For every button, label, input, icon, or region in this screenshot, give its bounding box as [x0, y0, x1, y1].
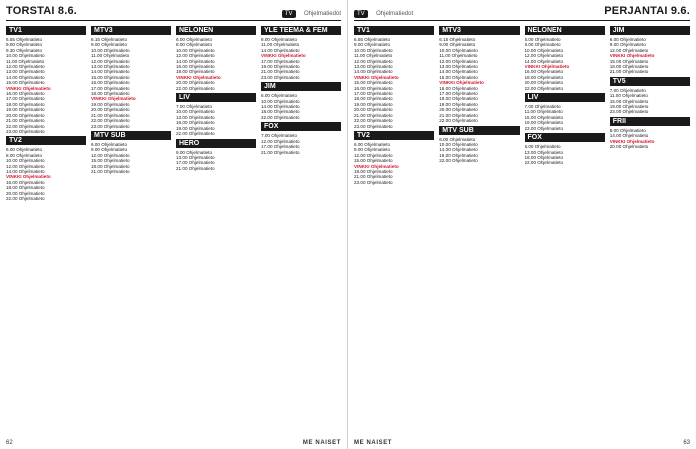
program-highlight: VINKKI Ohjelmatieto — [261, 53, 306, 59]
channel-header: TV2 — [354, 131, 434, 140]
program-listing: 16.00 Ohjelmatieto — [91, 80, 130, 86]
program-listing: 18.00 Ohjelmatieto — [6, 185, 45, 191]
program-listing: 6.00 Ohjelmatieto — [91, 141, 128, 147]
program-listing: 17.00 Ohjelmatieto — [6, 96, 45, 102]
program-listing: 22.00 Ohjelmatieto — [6, 195, 45, 201]
program-listing: 8.00 Ohjelmatieto — [176, 42, 213, 48]
program-listing: 19.00 Ohjelmatieto — [261, 64, 300, 70]
program-listing: 20.00 Ohjelmatieto — [524, 80, 564, 86]
right-page-footer — [354, 440, 690, 446]
program-listing: 8.00 Ohjelmatieto — [524, 144, 561, 150]
program-listing: 19.00 Ohjelmatieto — [439, 101, 478, 107]
program-listing: 19.00 Ohjelmatieto — [524, 120, 564, 126]
program-listing: 6.00 Ohjelmatieto — [354, 141, 391, 147]
program-listing: 23.00 Ohjelmatieto — [524, 125, 564, 131]
program-listing: 8.00 Ohjelmatieto — [524, 42, 561, 48]
program-listing: 19.00 Ohjelmatieto — [609, 104, 649, 110]
channel-header: FOX — [261, 122, 341, 131]
program-listing: 10.00 Ohjelmatieto — [6, 53, 45, 59]
listing-column — [261, 24, 341, 424]
program-listing: 17.00 Ohjelmatieto — [91, 85, 130, 91]
program-listing: 6.00 Ohjelmatieto — [176, 37, 213, 42]
left-magazine-brand: ME NAISET — [302, 440, 341, 446]
program-highlight: VINKKI Ohjelmatieto — [354, 163, 399, 169]
program-listing: 7.00 Ohjelmatieto — [609, 87, 646, 93]
left-page-title: TORSTAI 8.6. — [6, 5, 78, 17]
program-listing: 19.00 Ohjelmatieto — [6, 107, 45, 113]
program-listing: 20.00 Ohjelmatieto — [91, 107, 130, 113]
program-listing: 6.00 Ohjelmatieto — [439, 136, 476, 142]
program-listing: 6.00 Ohjelmatieto — [261, 93, 298, 99]
program-highlight: VINKKI Ohjelmatieto — [6, 174, 51, 180]
program-listing: 14.00 Ohjelmatieto — [91, 69, 130, 75]
right-page-subtitle: Ohjelmatiedot — [376, 11, 414, 17]
program-listing: 20.00 Ohjelmatieto — [6, 190, 45, 196]
program-listing: 18.00 Ohjelmatieto — [354, 168, 393, 174]
program-listing: 22.00 Ohjelmatieto — [439, 158, 478, 164]
program-listing: 23.00 Ohjelmatieto — [354, 123, 393, 129]
program-listing: 18.00 Ohjelmatieto — [176, 69, 215, 75]
program-listing: 12.00 Ohjelmatieto — [261, 138, 300, 144]
program-listing: 19.00 Ohjelmatieto — [176, 125, 215, 131]
program-listing: 6.00 Ohjelmatieto — [609, 37, 646, 42]
program-listing: 23.00 Ohjelmatieto — [609, 109, 649, 115]
program-listing: 20.00 Ohjelmatieto — [176, 80, 215, 86]
program-listing: 15.00 Ohjelmatieto — [6, 80, 45, 86]
program-listing: 13.00 Ohjelmatieto — [439, 64, 478, 70]
channel-header: NELONEN — [525, 26, 605, 35]
program-listing: 23.00 Ohjelmatieto — [354, 179, 393, 185]
channel-header: TV1 — [354, 26, 434, 35]
program-listing: 17.00 Ohjelmatieto — [354, 91, 393, 97]
program-listing: 13.00 Ohjelmatieto — [6, 69, 45, 75]
listing-column — [176, 24, 256, 424]
program-listing: 12.00 Ohjelmatieto — [609, 47, 649, 53]
program-listing: 12.00 Ohjelmatieto — [91, 58, 130, 64]
program-listing: 6.15 Ohjelmatieto — [91, 37, 128, 42]
channel-header: JIM — [261, 82, 341, 91]
program-listing: 10.00 Ohjelmatieto — [6, 158, 45, 164]
program-listing: 22.00 Ohjelmatieto — [176, 131, 215, 137]
program-listing: 18.00 Ohjelmatieto — [6, 101, 45, 107]
program-listing: 14.00 Ohjelmatieto — [6, 74, 45, 80]
program-listing: 15.00 Ohjelmatieto — [524, 114, 564, 120]
program-listing: 21.00 Ohjelmatieto — [354, 112, 393, 118]
program-listing: 21.00 Ohjelmatieto — [91, 112, 130, 118]
program-listing: 10.00 Ohjelmatieto — [176, 109, 215, 115]
program-listing: 12.00 Ohjelmatieto — [6, 163, 45, 169]
channel-header: MTV3 — [91, 26, 171, 35]
program-listing: 15.00 Ohjelmatieto — [354, 158, 393, 164]
channel-header: FOX — [525, 133, 605, 142]
program-listing: 7.00 Ohjelmatieto — [261, 133, 298, 139]
program-listing: 14.00 Ohjelmatieto — [261, 47, 300, 53]
program-listing: 18.00 Ohjelmatieto — [439, 152, 478, 158]
program-listing: 20.00 Ohjelmatieto — [354, 107, 393, 113]
program-listing: 21.00 Ohjelmatieto — [261, 69, 300, 75]
program-listing: 10.00 Ohjelmatieto — [524, 47, 564, 53]
listing-column — [6, 24, 86, 424]
program-listing: 21.00 Ohjelmatieto — [176, 165, 215, 171]
program-listing: 17.00 Ohjelmatieto — [439, 91, 478, 97]
program-listing: 14.00 Ohjelmatieto — [176, 58, 215, 64]
program-listing: 15.00 Ohjelmatieto — [609, 58, 649, 64]
program-listing: 14.00 Ohjelmatieto — [6, 168, 45, 174]
program-highlight: VINKKI Ohjelmatieto — [439, 80, 484, 86]
program-listing: 16.00 Ohjelmatieto — [176, 64, 215, 70]
channel-header: JIM — [610, 26, 690, 35]
program-listing: 14.00 Ohjelmatieto — [354, 69, 393, 75]
program-listing: 9.00 Ohjelmatieto — [91, 42, 128, 48]
program-listing: 17.00 Ohjelmatieto — [261, 58, 300, 64]
program-listing: 18.00 Ohjelmatieto — [439, 96, 478, 102]
right-listing-columns — [354, 24, 690, 424]
program-listing: 18.00 Ohjelmatieto — [524, 74, 564, 80]
program-listing: 22.00 Ohjelmatieto — [439, 118, 478, 124]
program-listing: 17.00 Ohjelmatieto — [176, 160, 215, 166]
program-listing: 15.00 Ohjelmatieto — [439, 74, 478, 80]
program-listing: 10.00 Ohjelmatieto — [439, 47, 478, 53]
program-listing: 19.00 Ohjelmatieto — [354, 101, 393, 107]
program-listing: 18.00 Ohjelmatieto — [354, 96, 393, 102]
program-listing: 22.00 Ohjelmatieto — [524, 160, 564, 166]
program-listing: 11.00 Ohjelmatieto — [6, 58, 45, 64]
channel-header: HERO — [176, 139, 256, 148]
program-listing: 18.00 Ohjelmatieto — [91, 163, 130, 169]
channel-header: TV1 — [6, 26, 86, 35]
left-page-subtitle: Ohjelmatiedot — [303, 11, 341, 17]
program-highlight: VINKKI Ohjelmatieto — [6, 85, 51, 91]
program-listing: 12.00 Ohjelmatieto — [354, 152, 393, 158]
program-listing: 22.00 Ohjelmatieto — [261, 114, 300, 120]
program-listing: 14.00 Ohjelmatieto — [439, 147, 478, 153]
left-listing-columns — [6, 24, 341, 424]
program-highlight: VINKKI Ohjelmatieto — [609, 138, 655, 144]
program-listing: 16.00 Ohjelmatieto — [176, 120, 215, 126]
program-listing: 10.00 Ohjelmatieto — [176, 47, 215, 53]
program-listing: 13.00 Ohjelmatieto — [524, 149, 564, 155]
channel-header: YLE TEEMA & FEM — [261, 26, 341, 35]
program-listing: 11.00 Ohjelmatieto — [524, 109, 563, 115]
program-listing: 12.00 Ohjelmatieto — [524, 53, 564, 59]
program-listing: 15.00 Ohjelmatieto — [609, 98, 649, 104]
program-listing: 11.00 Ohjelmatieto — [609, 93, 648, 99]
program-listing: 6.55 Ohjelmatieto — [354, 37, 391, 42]
program-listing: 11.00 Ohjelmatieto — [261, 42, 300, 48]
program-listing: 14.00 Ohjelmatieto — [261, 104, 300, 110]
program-listing: 16.00 Ohjelmatieto — [6, 91, 45, 97]
right-page-title: PERJANTAI 9.6. — [604, 5, 690, 17]
listing-column — [91, 24, 171, 424]
program-listing: 20.00 Ohjelmatieto — [439, 107, 478, 113]
program-highlight: VINKKI Ohjelmatieto — [354, 74, 399, 80]
program-listing: 21.00 Ohjelmatieto — [261, 149, 300, 155]
program-listing: 12.00 Ohjelmatieto — [354, 58, 393, 64]
left-page-number: 62 — [6, 440, 13, 446]
right-page-number: 63 — [683, 440, 690, 446]
right-header-rule — [354, 20, 690, 21]
program-listing: 9.00 Ohjelmatieto — [354, 147, 391, 153]
program-highlight: VINKKI Ohjelmatieto — [176, 74, 221, 80]
program-listing: 9.00 Ohjelmatieto — [439, 42, 476, 48]
program-listing: 9.00 Ohjelmatieto — [6, 42, 43, 48]
program-listing: 9.00 Ohjelmatieto — [609, 42, 646, 48]
listing-column — [525, 24, 605, 424]
program-listing: 16.00 Ohjelmatieto — [354, 85, 393, 91]
program-listing: 13.00 Ohjelmatieto — [176, 114, 215, 120]
program-listing: 12.00 Ohjelmatieto — [91, 152, 130, 158]
program-listing: 14.00 Ohjelmatieto — [609, 133, 649, 139]
program-listing: 21.00 Ohjelmatieto — [354, 174, 393, 180]
channel-header: FRII — [610, 117, 690, 126]
program-listing: 18.00 Ohjelmatieto — [261, 109, 300, 115]
program-listing: 8.00 Ohjelmatieto — [6, 152, 43, 158]
right-tv-badge: TV — [354, 10, 368, 18]
program-listing: 6.00 Ohjelmatieto — [6, 147, 43, 153]
program-listing: 9.00 Ohjelmatieto — [91, 147, 128, 153]
right-page — [348, 0, 696, 449]
program-listing: 16.00 Ohjelmatieto — [524, 69, 564, 75]
left-header-rule — [6, 20, 341, 21]
right-page-header — [354, 4, 690, 18]
program-listing: 15.00 Ohjelmatieto — [91, 74, 130, 80]
program-listing: 11.00 Ohjelmatieto — [91, 53, 130, 59]
program-highlight: VINKKI Ohjelmatieto — [524, 64, 570, 70]
program-listing: 23.00 Ohjelmatieto — [6, 128, 45, 134]
program-listing: 10.00 Ohjelmatieto — [354, 47, 393, 53]
program-listing: 10.00 Ohjelmatieto — [261, 98, 300, 104]
program-listing: 12.00 Ohjelmatieto — [176, 53, 215, 59]
program-listing: 16.00 Ohjelmatieto — [6, 179, 45, 185]
channel-header: MTV SUB — [91, 131, 171, 140]
channel-header: LIV — [176, 93, 256, 102]
listing-column — [354, 24, 434, 424]
program-listing: 19.00 Ohjelmatieto — [91, 101, 130, 107]
program-listing: 10.00 Ohjelmatieto — [91, 47, 130, 53]
program-listing: 23.00 Ohjelmatieto — [91, 123, 130, 129]
program-listing: 20.00 Ohjelmatieto — [609, 144, 649, 150]
program-listing: 12.00 Ohjelmatieto — [6, 64, 45, 70]
program-listing: 20.00 Ohjelmatieto — [6, 112, 45, 118]
program-listing: 11.00 Ohjelmatieto — [439, 53, 478, 59]
program-listing: 9.00 Ohjelmatieto — [176, 149, 213, 155]
program-listing: 13.00 Ohjelmatieto — [176, 154, 215, 160]
program-listing: 22.00 Ohjelmatieto — [354, 118, 393, 124]
program-listing: 7.00 Ohjelmatieto — [176, 104, 213, 110]
left-page-header — [6, 4, 341, 18]
program-listing: 16.00 Ohjelmatieto — [439, 85, 478, 91]
program-listing: 21.00 Ohjelmatieto — [91, 168, 130, 174]
program-listing: 17.00 Ohjelmatieto — [261, 144, 300, 150]
program-listing: 21.00 Ohjelmatieto — [439, 112, 478, 118]
program-highlight: VINKKI Ohjelmatieto — [609, 53, 655, 59]
channel-header: LIV — [525, 93, 605, 102]
program-listing: 13.00 Ohjelmatieto — [91, 64, 130, 70]
program-listing: 23.00 Ohjelmatieto — [261, 74, 300, 80]
right-magazine-brand: ME NAISET — [354, 440, 393, 446]
program-listing: 22.00 Ohjelmatieto — [6, 123, 45, 129]
channel-header: MTV3 — [439, 26, 519, 35]
program-listing: 18.00 Ohjelmatieto — [609, 64, 649, 70]
program-listing: 8.00 Ohjelmatieto — [261, 37, 298, 42]
program-listing: 6.00 Ohjelmatieto — [524, 37, 561, 42]
program-listing: 22.00 Ohjelmatieto — [176, 85, 215, 91]
listing-column — [439, 24, 519, 424]
program-listing: 18.00 Ohjelmatieto — [91, 91, 130, 97]
program-listing: 11.00 Ohjelmatieto — [354, 53, 393, 59]
program-listing: 22.00 Ohjelmatieto — [524, 85, 564, 91]
left-page-footer — [6, 440, 341, 446]
program-listing: 14.00 Ohjelmatieto — [524, 58, 564, 64]
program-listing: 21.00 Ohjelmatieto — [609, 69, 649, 75]
program-listing: 9.30 Ohjelmatieto — [6, 47, 43, 53]
program-listing: 8.00 Ohjelmatieto — [609, 127, 646, 133]
channel-header: TV2 — [6, 136, 86, 145]
left-tv-badge: TV — [282, 10, 296, 18]
listing-column — [610, 24, 690, 424]
channel-header: MTV SUB — [439, 126, 519, 135]
program-listing: 15.00 Ohjelmatieto — [354, 80, 393, 86]
program-listing: 21.00 Ohjelmatieto — [6, 118, 45, 124]
program-listing: 15.00 Ohjelmatieto — [91, 158, 130, 164]
program-listing: 10.00 Ohjelmatieto — [439, 141, 478, 147]
program-listing: 12.00 Ohjelmatieto — [439, 58, 478, 64]
program-listing: 6.55 Ohjelmatieto — [6, 37, 43, 42]
program-listing: 13.00 Ohjelmatieto — [354, 64, 393, 70]
program-listing: 6.15 Ohjelmatieto — [439, 37, 476, 42]
program-listing: 22.00 Ohjelmatieto — [91, 118, 130, 124]
channel-header: TV5 — [610, 77, 690, 86]
program-listing: 14.00 Ohjelmatieto — [439, 69, 478, 75]
program-highlight: VINKKI Ohjelmatieto — [91, 96, 136, 102]
channel-header: NELONEN — [176, 26, 256, 35]
program-listing: 18.00 Ohjelmatieto — [524, 154, 564, 160]
program-listing: 9.00 Ohjelmatieto — [354, 42, 391, 48]
program-listing: 7.00 Ohjelmatieto — [524, 104, 561, 110]
